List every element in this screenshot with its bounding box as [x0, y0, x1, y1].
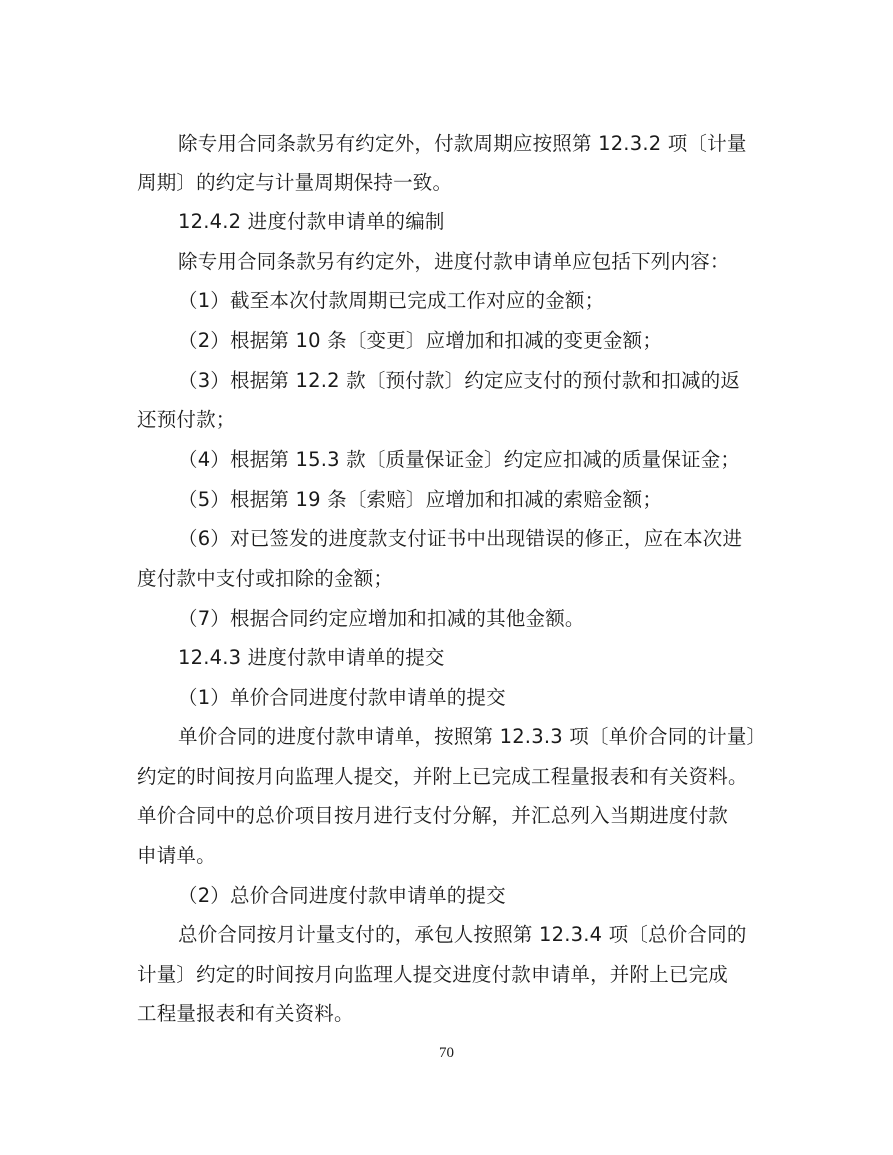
paragraph-line-4: 除专用合同条款另有约定外，进度付款申请单应包括下列内容：: [178, 250, 730, 273]
paragraph-line-17: 约定的时间按月向监理人提交，并附上已完成工程量报表和有关资料。: [137, 765, 748, 788]
list-item-3: （3）根据第 12.2 款〔预付款〕约定应支付的预付款和扣减的返: [178, 369, 741, 392]
section-heading-12-4-3: 12.4.3 进度付款申请单的提交: [178, 646, 445, 669]
subheading-total-price-contract: （2）总价合同进度付款申请单的提交: [178, 884, 506, 907]
list-item-6: （6）对已签发的进度款支付证书中出现错误的修正，应在本次进: [178, 527, 743, 550]
list-item-2: （2）根据第 10 条〔变更〕应增加和扣减的变更金额；: [178, 329, 663, 352]
list-item-4: （4）根据第 15.3 款〔质量保证金〕约定应扣减的质量保证金；: [178, 448, 741, 471]
paragraph-line-21: 总价合同按月计量支付的，承包人按照第 12.3.4 项〔总价合同的: [178, 923, 747, 946]
list-item-1: （1）截至本次付款周期已完成工作对应的金额；: [178, 289, 605, 312]
paragraph-line-18: 单价合同中的总价项目按月进行支付分解，并汇总列入当期进度付款: [137, 804, 729, 827]
list-item-7: （7）根据合同约定应增加和扣减的其他金额。: [178, 607, 585, 630]
section-heading-12-4-2: 12.4.2 进度付款申请单的编制: [178, 210, 445, 233]
paragraph-line-16: 单价合同的进度付款申请单，按照第 12.3.3 项〔单价合同的计量〕: [178, 725, 767, 748]
subheading-unit-price-contract: （1）单价合同进度付款申请单的提交: [178, 686, 506, 709]
list-item-5: （5）根据第 19 条〔索赔〕应增加和扣减的索赔金额；: [178, 488, 663, 511]
list-item-3-continued: 还预付款；: [137, 408, 236, 431]
list-item-6-continued: 度付款中支付或扣除的金额；: [137, 567, 394, 590]
paragraph-line-2: 周期〕的约定与计量周期保持一致。: [137, 171, 453, 194]
paragraph-line-23: 工程量报表和有关资料。: [137, 1002, 354, 1025]
paragraph-line-1: 除专用合同条款另有约定外，付款周期应按照第 12.3.2 项〔计量: [178, 132, 747, 155]
paragraph-line-19: 申请单。: [137, 844, 216, 867]
paragraph-line-22: 计量〕约定的时间按月向监理人提交进度付款申请单，并附上已完成: [137, 963, 729, 986]
page-number: 70: [439, 1045, 454, 1061]
